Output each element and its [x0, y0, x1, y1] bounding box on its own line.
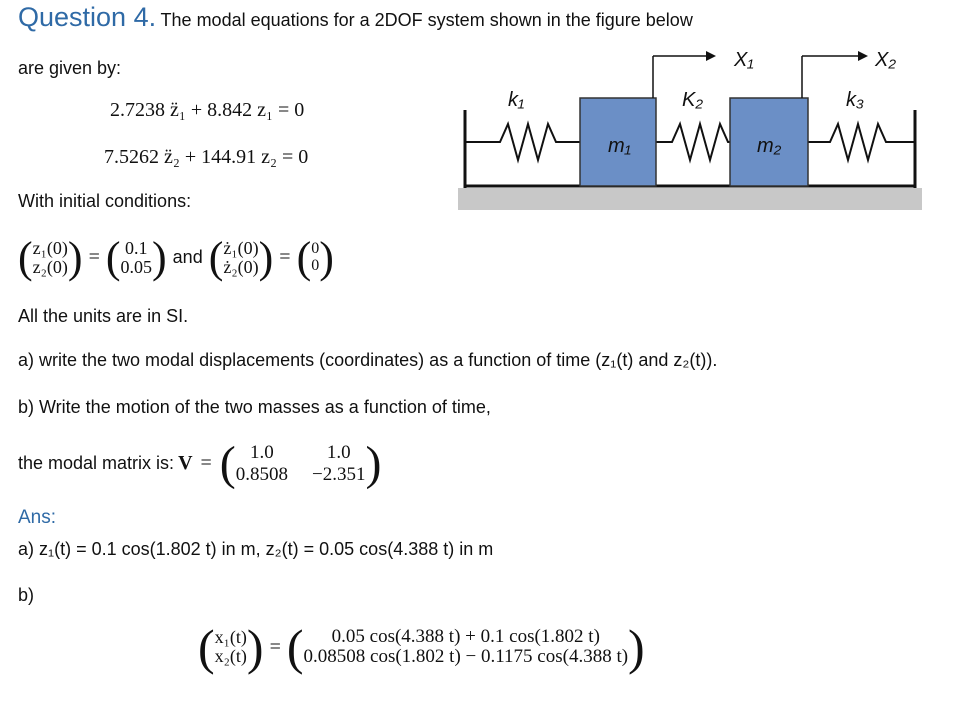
label-m1: m₁: [608, 135, 631, 157]
x1-t: x₁(t): [214, 627, 247, 648]
matrix-r1c2: 1.0: [326, 441, 351, 463]
answer-part-b-expression: [198, 618, 645, 676]
modal-matrix-line: [18, 436, 381, 491]
zdot2-0: ż₂(0): [223, 256, 259, 277]
ic-equals-1: =: [88, 246, 100, 268]
modal-matrix-equals: =: [200, 452, 212, 474]
matrix-r1c1: 1.0: [250, 441, 274, 463]
ic-equals-2: =: [279, 246, 291, 268]
part-a-question: a) write the two modal displacements (coordinates) as a function of time (z₁(t) and z₂(t)).: [18, 350, 718, 370]
answer-part-a: a) z₁(t) = 0.1 cos(1.802 t) in m, z₂(t) = 0.05 cos(4.388 t) in m: [18, 539, 494, 559]
x-vector: ( x₁(t) x₂(t) ): [198, 619, 264, 675]
label-x2: X₂: [875, 49, 896, 71]
question-intro-line1: The modal equations for a 2DOF system shown in the figure below: [160, 10, 693, 30]
units-note: All the units are in SI.: [18, 306, 189, 326]
z0-values-vector: ( 0.1 0.05 ): [105, 233, 167, 282]
spring-k3: [808, 124, 915, 160]
zdot2-0-value: 0: [311, 256, 320, 274]
x1-arrowhead-icon: [706, 51, 716, 61]
z2-0: z₂(0): [32, 256, 68, 277]
modal-equation-1: 2.7238 z̈₁ + 8.842 z₁ = 0: [110, 99, 305, 121]
ic-and: and: [172, 247, 203, 267]
zdot1-0: ż₁(0): [223, 237, 259, 258]
two-dof-system-figure: [450, 40, 930, 215]
answer-equals: =: [269, 635, 281, 658]
initial-conditions-label: With initial conditions:: [18, 191, 192, 211]
z1-0-value: 0.1: [125, 237, 148, 258]
spring-k2: [656, 124, 730, 160]
x2-arrowhead-icon: [858, 51, 868, 61]
x2-solution: 0.08508 cos(1.802 t) − 0.1175 cos(4.388 t): [303, 646, 629, 667]
spring-k1: [465, 124, 580, 160]
x2-t: x₂(t): [214, 646, 247, 666]
ground-base: [458, 188, 922, 210]
answer-label: Ans:: [18, 507, 57, 528]
label-k1: k₁: [508, 89, 525, 111]
label-x1: X₁: [734, 49, 754, 71]
modal-matrix: ( 1.0 1.0 0.8508 −2.351 ): [219, 437, 382, 490]
question-heading-line: [18, 2, 693, 33]
modal-equation-2: 7.5262 z̈₂ + 144.91 z₂ = 0: [104, 146, 309, 168]
question-number: Question 4.: [18, 2, 157, 32]
label-k2: K₂: [682, 89, 703, 111]
modal-matrix-symbol: V: [178, 452, 193, 474]
label-k3: k₃: [846, 89, 864, 111]
label-m2: m₂: [757, 135, 782, 157]
matrix-r2c1: 0.8508: [235, 463, 289, 485]
z2-0-value: 0.05: [120, 256, 153, 277]
initial-conditions-expression: [18, 232, 334, 283]
question-intro-line2: are given by:: [18, 58, 122, 78]
zdot0-values-vector: ( 0 0 ): [296, 233, 334, 282]
x1-solution: 0.05 cos(4.388 t) + 0.1 cos(1.802 t): [331, 626, 600, 648]
x-solution-vector: ( 0.05 cos(4.388 t) + 0.1 cos(1.802 t) 0.08508 cos(1.802 t) − 0.1175 cos(4.388 t) ): [286, 619, 645, 675]
part-b-question: b) Write the motion of the two masses as a function of time,: [18, 397, 491, 417]
z0-vector: ( z₁(0) z₂(0) ): [18, 233, 83, 282]
answer-part-b-label: b): [18, 585, 35, 605]
zdot0-vector: ( ż₁(0) ż₂(0) ): [208, 233, 274, 282]
zdot1-0-value: 0: [311, 239, 320, 257]
modal-matrix-label: the modal matrix is:: [18, 453, 175, 473]
matrix-r2c2: −2.351: [312, 463, 366, 485]
z1-0: z₁(0): [32, 237, 68, 258]
